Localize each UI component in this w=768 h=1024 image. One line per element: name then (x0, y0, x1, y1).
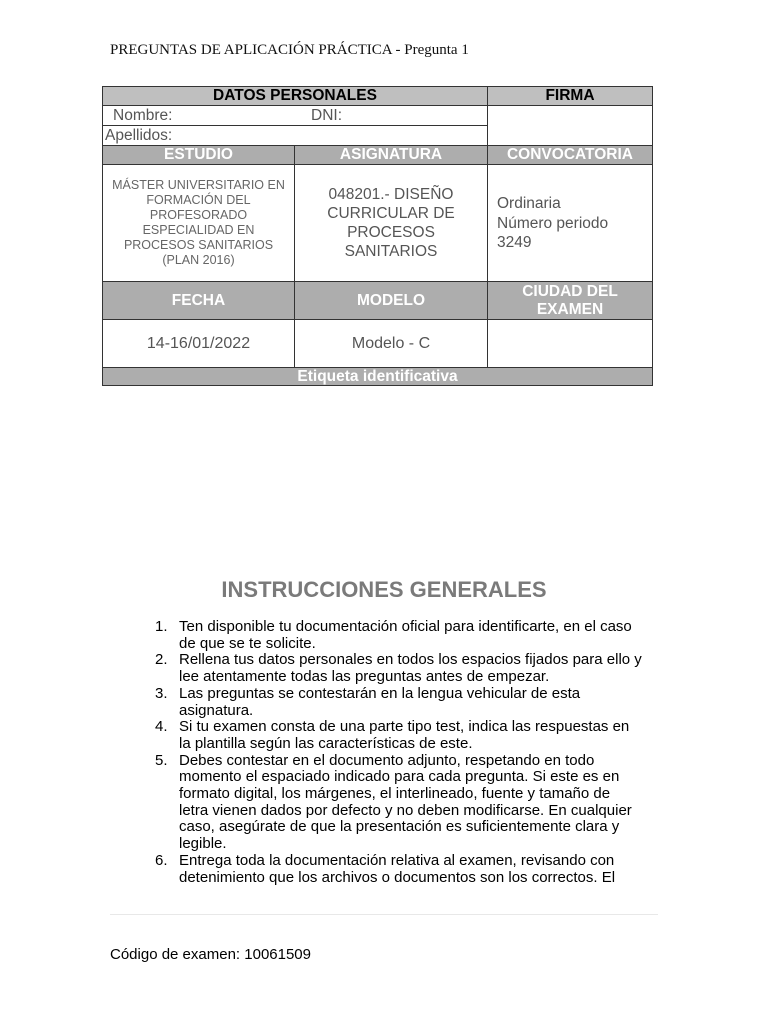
instruction-item: 4. Si tu examen consta de una parte tipo test, indica las respuestas en la plantilla según las características de este. (155, 718, 630, 752)
convocatoria-value: Ordinaria Número periodo 3249 (488, 165, 653, 282)
dni-label: DNI: (311, 106, 342, 124)
footer-divider (110, 914, 658, 915)
firma-header: FIRMA (488, 87, 653, 106)
document-header-title: PREGUNTAS DE APLICACIÓN PRÁCTICA - Pregunta 1 (110, 42, 469, 58)
nombre-label: Nombre: (113, 106, 173, 124)
etiqueta-identificativa: Etiqueta identificativa (103, 368, 653, 386)
fecha-value: 14-16/01/2022 (103, 320, 295, 368)
instruction-item: 5. Debes contestar en el documento adjunto, respetando en todo momento el espaciado indicado para cada pregunta. Si este es en formato digital, los márgenes, el interlineado, fuente y tamaño de letra vienen dados por defecto y no deben modificarse. En cualquier caso, asegúrate de que la presentación es suficientemente clara y legible. (155, 751, 632, 853)
instruction-item: 2. Rellena tus datos personales en todos los espacios fijados para ello y lee atentamente todas las preguntas antes de empezar. (155, 651, 642, 686)
exam-code-footer: Código de examen: 10061509 (110, 946, 311, 963)
estudio-header: ESTUDIO (103, 146, 295, 165)
instructions-list (142, 619, 662, 886)
ciudad-value[interactable] (488, 320, 653, 368)
instruction-item: 1. Ten disponible tu documentación oficial para identificarte, en el caso de que se te solicite. (155, 618, 632, 652)
estudio-value: MÁSTER UNIVERSITARIO EN FORMACIÓN DEL PROFESORADO ESPECIALIDAD EN PROCESOS SANITARIOS (PLAN 2016) (103, 165, 295, 282)
fecha-header: FECHA (103, 282, 295, 320)
instructions-title: INSTRUCCIONES GENERALES (221, 577, 547, 602)
exam-form-table (102, 86, 653, 386)
nombre-dni-row[interactable] (103, 106, 488, 126)
apellidos-label: Apellidos: (105, 126, 173, 144)
ciudad-header: CIUDAD DEL EXAMEN (488, 282, 653, 320)
modelo-header: MODELO (295, 282, 488, 320)
instruction-item: 3. Las preguntas se contestarán en la lengua vehicular de esta asignatura. (155, 684, 581, 719)
apellidos-field[interactable] (103, 126, 488, 146)
convocatoria-header: CONVOCATORIA (488, 146, 653, 165)
instruction-item: 6. Entrega toda la documentación relativa al examen, revisando con detenimiento que los archivos o documentos son los correctos. El (155, 851, 616, 886)
asignatura-value: 048201.- DISEÑO CURRICULAR DE PROCESOS SANITARIOS (295, 165, 488, 282)
modelo-value: Modelo - C (295, 320, 488, 368)
firma-box[interactable] (488, 106, 653, 146)
datos-personales-header: DATOS PERSONALES (103, 87, 488, 106)
asignatura-header: ASIGNATURA (295, 146, 488, 165)
